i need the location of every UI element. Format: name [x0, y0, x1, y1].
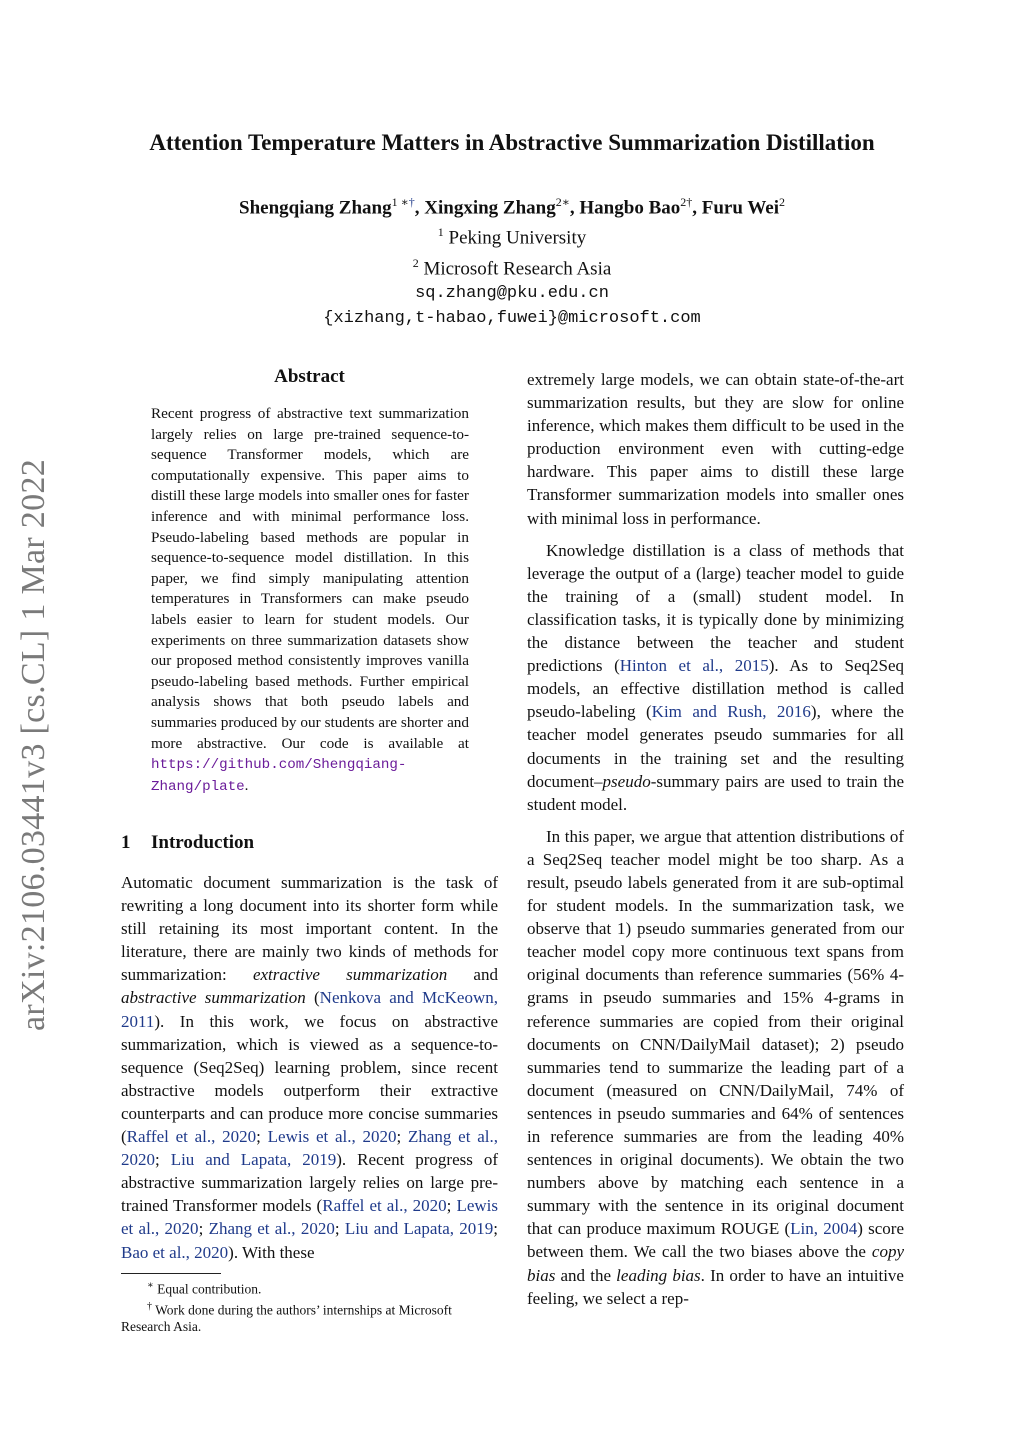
citation[interactable]: Kim and Rush, 2016	[651, 702, 811, 722]
citation[interactable]: Lewis et al., 2020	[267, 1127, 397, 1147]
footnote-1: ∗ Equal contribution.	[147, 1280, 262, 1297]
footnote-2: † Work done during the authors’ internships at Microsoft Research Asia.	[121, 1300, 452, 1334]
footnote-rule	[121, 1273, 221, 1274]
code-link[interactable]: https://github.com/Shengqiang-Zhang/plate	[151, 757, 407, 795]
paper-title: Attention Temperature Matters in Abstractive Summarization Distillation	[149, 130, 875, 155]
citation[interactable]: Zhang et al., 2020	[121, 1127, 498, 1170]
abstract-body: Recent progress of abstractive text summarization largely relies on large pre-trained sequence-to-sequence Transformer models, which are computationally expensive. This paper aims to distill these large models into smaller ones for faster inference and with minimal performance loss. Pseudo-labeling based methods are popular in sequence-to-sequence model distillation. In this paper, we find simply manipulating attention temperatures in Transformers can make pseudo labels easier to learn for student models. Our experiments on three summarization datasets show our proposed method consistently improves vanilla pseudo-labeling based methods. Further empirical analysis shows that both pseudo labels and summaries produced by our students are shorter and more abstractive. Our code is available at https://github.com/Shengqiang-Zhang/plate.	[151, 405, 469, 795]
citation[interactable]: Bao et al., 2020	[121, 1242, 229, 1262]
email-1: sq.zhang@pku.edu.cn	[415, 283, 609, 303]
citation[interactable]: Raffel et al., 2020	[126, 1127, 257, 1147]
intro-paragraph-1: Automatic document summarization is the task of rewriting a long document into its shorter form while still retaining its most important content. In the literature, there are mainly two kinds of methods for summarization: extractive summarization and abstractive summarization (Nenkova and McKeown, 2011). In this work, we focus on abstractive summarization, which is viewed as a sequence-to-sequence (Seq2Seq) learning problem, since recent abstractive models outperform their extractive counterparts and can produce more concise summaries (Raffel et al., 2020; Lewis et al., 2020; Zhang et al., 2020; Liu and Lapata, 2019). Recent progress of abstractive summarization largely relies on large pre-trained Transformer models (Raffel et al., 2020; Lewis et al., 2020; Zhang et al., 2020; Liu and Lapata, 2019; Bao et al., 2020). With these	[121, 873, 498, 1262]
affiliation-1: $^1$ Peking University	[437, 225, 587, 249]
citation[interactable]: Lewis et al., 2020	[121, 1196, 498, 1239]
affiliation-2: $^2$ Microsoft Research Asia	[412, 255, 612, 279]
author-4: Furu Wei	[701, 197, 779, 219]
citation[interactable]: Hinton et al., 2015	[619, 656, 769, 676]
footnotes	[121, 1277, 498, 1335]
author-3: Hangbo Bao	[579, 197, 681, 219]
email-2: {xizhang,t-habao,fuwei}@microsoft.com	[323, 308, 701, 328]
author-1: Shengqiang Zhang	[239, 197, 392, 219]
citation[interactable]: Zhang et al., 2020	[208, 1219, 335, 1239]
citation[interactable]: Nenkova and McKeown, 2011	[121, 988, 498, 1031]
arxiv-watermark: arXiv:2106.03441v3 [cs.CL] 1 Mar 2022	[15, 458, 52, 1032]
abstract-heading: Abstract	[274, 366, 345, 387]
right-column	[527, 368, 904, 1310]
section-heading-introduction: 1 Introduction	[121, 832, 255, 853]
author-names: Shengqiang Zhang$^{1 ∗\dagger}$, Xingxing Zhang$^{2∗}$, Hangbo Bao$^{2\dagger}$, Furu Wei$^2$	[239, 195, 785, 219]
author-2: Xingxing Zhang	[424, 197, 556, 219]
citation[interactable]: Raffel et al., 2020	[322, 1196, 447, 1216]
citation[interactable]: Lin, 2004	[790, 1219, 858, 1239]
paragraph-knowledge-distillation: Knowledge distillation is a class of methods that leverage the output of a (large) teacher model to guide the training of a (small) student model. In classification tasks, it is typically done by minimizing the distance between the teacher and student predictions (Hinton et al., 2015). As to Seq2Seq models, an effective distillation method is called pseudo-labeling (Kim and Rush, 2016), where the teacher model generates pseudo summaries for all documents in the training set and the resulting document–pseudo-summary pairs are used to train the student model.	[527, 540, 904, 814]
paragraph-attention-argument: In this paper, we argue that attention distributions of a Seq2Seq teacher model might be too sharp. As a result, pseudo labels generated from it are sub-optimal for student models. In the summarization task, we observe that 1) pseudo summaries generated from our teacher model copy more continuous text spans from original documents than reference summaries (56% 4-grams in pseudo summaries and 15% 4-grams in reference summaries are copied from their original documents on CNN/DailyMail dataset); 2) pseudo summaries tend to summarize the leading part of a document (measured on CNN/DailyMail, 74% of sentences in pseudo summaries and 64% of sentences in reference summaries are from the leading 40% sentences in original documents). We obtain the two numbers above by matching each sentence in a summary with the sentence in its original document that can produce maximum ROUGE (Lin, 2004) score between them. We call the two biases above the copy bias and the leading bias. In order to have an intuitive feeling, we select a rep-	[527, 826, 904, 1308]
citation[interactable]: Liu and Lapata, 2019	[344, 1219, 494, 1239]
author-1-dagger[interactable]: †	[408, 195, 415, 209]
paragraph-continuation: extremely large models, we can obtain state-of-the-art summarization results, but they are slow for online inference, which makes them difficult to be used in the production environment even with cutting-edge hardware. This paper aims to distill these large Transformer summarization models into smaller ones with minimal loss in performance.	[527, 370, 904, 528]
citation[interactable]: Liu and Lapata, 2019	[170, 1150, 337, 1170]
author-block	[0, 190, 1024, 331]
